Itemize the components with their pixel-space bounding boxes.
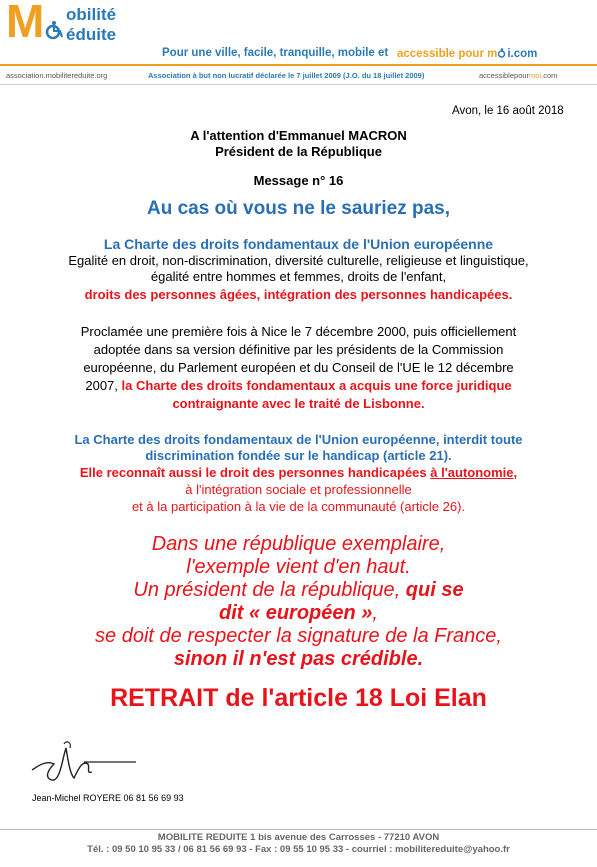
paragraph-2-line-2: adoptée dans sa version définitive par les présidents de la Commission xyxy=(93,342,504,357)
footer-divider xyxy=(0,829,597,830)
signer-name: Jean-Michel ROYERE 06 81 56 69 93 xyxy=(32,793,184,803)
paragraph-3-line-3 xyxy=(0,465,597,481)
logo-line-2: éduite xyxy=(66,25,117,44)
paragraph-2-line-5: contraignante avec le traité de Lisbonne. xyxy=(172,396,425,411)
site-link-right[interactable] xyxy=(479,71,557,80)
paragraph-2-line-4 xyxy=(0,378,597,394)
quote-line-3b: qui se xyxy=(405,579,464,601)
quote-line-1: Dans une république exemplaire, xyxy=(151,533,446,555)
slogan-accent-text: accessible pour m xyxy=(397,48,498,60)
p3-line-3c: , xyxy=(513,465,518,480)
quote-line-3 xyxy=(0,579,597,602)
wheelchair-icon xyxy=(497,48,507,58)
subheader-divider xyxy=(0,84,597,85)
slogan: Pour une ville, facile, tranquille, mobile et xyxy=(162,47,389,59)
p3-line-3a: Elle reconnaît aussi le droit des personnes handicapées xyxy=(79,465,431,480)
footer-address: MOBILITE REDUITE 1 bis avenue des Carrosses - 77210 AVON xyxy=(157,832,440,843)
association-note: Association à but non lucratif déclarée le 7 juillet 2009 (J.O. du 18 juillet 2009) xyxy=(148,71,425,80)
site-right-a: accessiblepour xyxy=(479,71,530,80)
paragraph-2-line-1: Proclamée une première fois à Nice le 7 décembre 2000, puis officiellement xyxy=(80,324,517,339)
paragraph-3-line-4: à l'intégration sociale et professionnelle xyxy=(185,482,412,497)
paragraph-3-line-1: La Charte des droits fondamentaux de l'Union européenne, interdit toute xyxy=(74,432,523,447)
logo-letter-m: M xyxy=(6,0,45,47)
letter-date: Avon, le 16 août 2018 xyxy=(452,105,564,117)
footer-contact: Tél. : 09 50 10 95 33 / 06 81 56 69 93 - Fax : 09 55 10 95 33 - courriel : mobilitereduite@yahoo.fr xyxy=(87,844,510,855)
paragraph-1-line-2: égalité entre hommes et femmes, droits de l'enfant, xyxy=(150,269,447,284)
slogan-accent-end: i.com xyxy=(507,48,538,60)
wheelchair-icon xyxy=(44,20,64,40)
quote-line-2: l'exemple vient d'en haut. xyxy=(186,556,411,578)
attention-line: A l'attention d'Emmanuel MACRON xyxy=(190,128,407,143)
p2-date-fragment: 2007, xyxy=(85,378,118,393)
quote-line-6: sinon il n'est pas crédible. xyxy=(173,648,424,670)
paragraph-3-line-5: et à la participation à la vie de la communauté (article 26). xyxy=(131,499,466,514)
p2-highlight: la Charte des droits fondamentaux a acquis une force juridique xyxy=(121,378,512,393)
logo-line-1: obilité xyxy=(66,5,117,24)
signature-image xyxy=(26,730,186,790)
paragraph-1-line-3: droits des personnes âgées, intégration des personnes handicapées. xyxy=(84,287,513,302)
quote-line-5: se doit de respecter la signature de la France, xyxy=(95,625,502,647)
site-link-left[interactable]: association.mobilitereduite.org xyxy=(6,71,108,80)
quote-line-4 xyxy=(0,602,597,625)
retrait-headline: RETRAIT de l'article 18 Loi Elan xyxy=(110,684,487,712)
message-number: Message n° 16 xyxy=(253,173,344,188)
paragraph-3-line-2: discrimination fondée sur le handicap (article 21). xyxy=(145,448,452,463)
paragraph-2-line-3: européenne, du Parlement européen et du Conseil de l'UE le 12 décembre xyxy=(83,360,514,375)
headline: Au cas où vous ne le sauriez pas, xyxy=(146,198,451,219)
paragraph-1-line-1: Egalité en droit, non-discrimination, diversité culturelle, religieuse et linguistique, xyxy=(68,253,529,268)
slogan-accent xyxy=(397,48,537,61)
charter-title: La Charte des droits fondamentaux de l'Union européenne xyxy=(103,236,494,252)
quote-line-4b: , xyxy=(372,602,378,624)
site-right-c: .com xyxy=(541,71,558,80)
quote-line-3a: Un président de la république, xyxy=(133,579,406,601)
header-divider xyxy=(0,64,597,66)
quote-line-4a: dit « européen » xyxy=(219,602,373,624)
site-right-b: moi xyxy=(529,71,542,80)
p3-autonomie: à l'autonomie xyxy=(430,465,514,480)
recipient-title: Président de la République xyxy=(215,144,382,159)
